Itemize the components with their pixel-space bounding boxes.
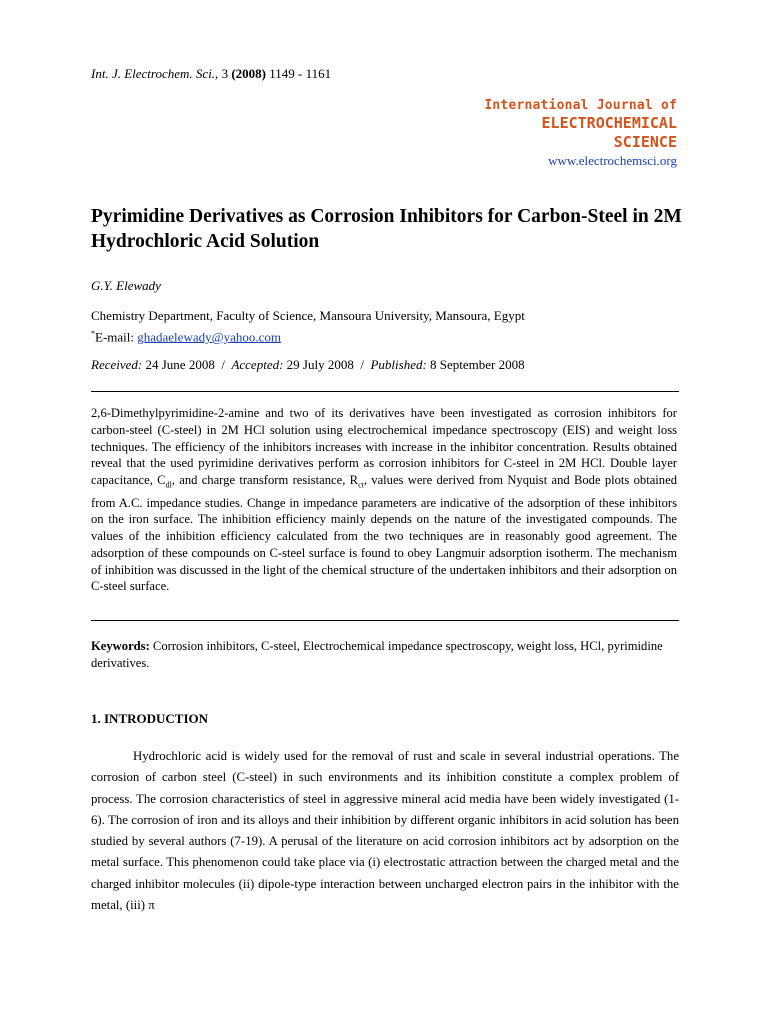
abstract [91,405,677,595]
publication-dates [91,357,525,373]
abstract-text: 2,6-Dimethylpyrimidine-2-amine and two of its derivatives have been investigated as corrosion inhibitors for carbon-steel (C-steel) in 2M HCl solution using electrochemical impedance spectroscopy (EIS) and weight loss techniques. The efficiency of the inhibitors increases with increase in the inhibitor concentration. Results obtained reveal that the used pyrimidine derivatives perform as corrosion inhibitors for C-steel in 2M HCl. Double layer capacitance, C [91,406,677,488]
journal-logo-line1: International Journal of [484,98,677,113]
bottom-divider [91,620,679,621]
top-divider [91,391,679,392]
email-label: E-mail: [95,329,138,345]
subscript-ct: ct [358,480,364,490]
journal-logo [484,98,677,169]
citation-line [91,66,331,82]
affiliation-block [91,307,525,346]
journal-logo-line3: SCIENCE [613,133,677,151]
accepted-date: 29 July 2008 [286,357,354,372]
journal-url-link[interactable]: www.electrochemsci.org [548,153,677,168]
keywords [91,638,677,672]
author-list: G.Y. Elewady [91,278,161,293]
abstract-text: , and charge transform resistance, R [171,473,359,488]
published-label: Published: [370,357,427,372]
page-range: 1149 - 1161 [269,66,332,81]
date-separator: / [360,357,364,372]
journal-logo-line2: ELECTROCHEMICAL [541,114,677,132]
received-label: Received: [91,357,143,372]
affiliation: Chemistry Department, Faculty of Science, Mansoura University, Mansoura, Egypt [91,308,525,323]
volume: 3 [221,66,229,81]
journal-abbrev: Int. J. Electrochem. Sci., [91,66,219,81]
date-separator: / [221,357,225,372]
keywords-label: Keywords: [91,639,150,653]
email-link[interactable]: ghadaelewady@yahoo.com [137,329,281,345]
accepted-label: Accepted: [231,357,284,372]
section-heading: 1. INTRODUCTION [91,711,209,726]
abstract-text: , values were derived from Nyquist and Bode plots obtained from A.C. impedance studies. Change in impedance parameters are indicative of the adsorption of these inhibitors on the iron surface. The inhibition efficiency mainly depends on the nature of the investigated compounds. The values of the inhibition efficiency calculated from the two techniques are in reasonably good agreement. The adsorption of these compounds on C-steel surface is found to obey Langmuir adsorption isotherm. The mechanism of inhibition was discussed in the light of the chemical structure of the undertaken inhibitors and their adsorption on C-steel surface. [91,473,677,594]
year: (2008) [231,66,266,81]
subscript-dl: dl [165,480,172,490]
received-date: 24 June 2008 [145,357,215,372]
keywords-text: Corrosion inhibitors, C-steel, Electrochemical impedance spectroscopy, weight loss, HCl, pyrimidine derivatives. [91,639,663,670]
published-date: 8 September 2008 [430,357,525,372]
paper-title: Pyrimidine Derivatives as Corrosion Inhibitors for Carbon-Steel in 2M Hydrochloric Acid Solution [91,206,682,252]
email-line [91,325,525,346]
intro-paragraph: Hydrochloric acid is widely used for the removal of rust and scale in several industrial operations. The corrosion of carbon steel (C-steel) in such environments and its inhibition constitute a complex problem of process. The corrosion characteristics of steel in aggressive mineral acid media have been widely investigated (1-6). The corrosion of iron and its alloys and their inhibition by different organic inhibitors in acid solution has been studied by several authors (7-19). A perusal of the literature on acid corrosion inhibitors act by adsorption on the metal surface. This phenomenon could take place via (i) electrostatic attraction between the charged metal and the charged inhibitor molecules (ii) dipole-type interaction between uncharged electron pairs in the inhibitor with the metal, (iii) π [91,749,679,913]
corresponding-marker: * [91,329,95,338]
